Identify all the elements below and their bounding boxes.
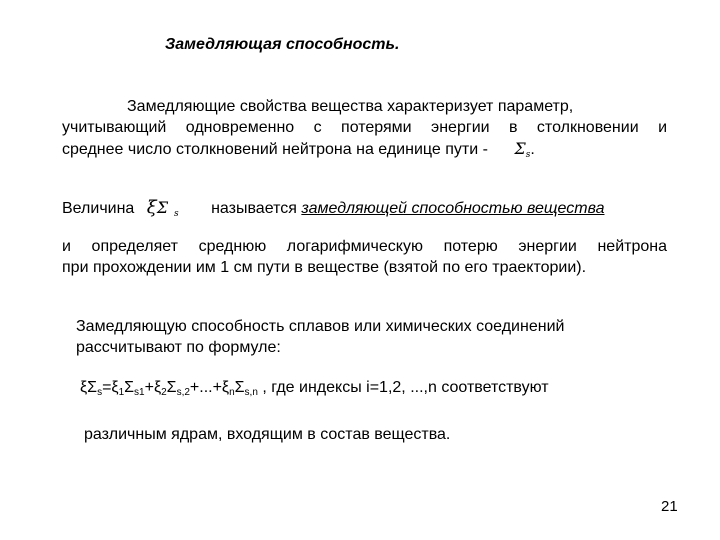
intro-line-1: Замедляющие свойства вещества характеризует параметр, — [127, 98, 574, 115]
sigma-symbol: Σ — [514, 139, 526, 158]
definition-line-2: и определяет среднюю логарифмическую потерю энергии нейтрона — [62, 238, 667, 255]
definition-line-3: при прохождении им 1 см пути в веществе (взятой по его траектории). — [62, 259, 587, 276]
definition-called: называется — [211, 200, 297, 217]
intro-line-2: учитывающий одновременно с потерями энергии в столкновении и — [62, 119, 667, 136]
formula-line: ξΣs=ξ1Σs1+ξ2Σs,2+...+ξnΣs,n , где индексы i=1,2, ...,n соответствуют — [80, 379, 549, 398]
nuclei-paragraph — [84, 424, 450, 445]
definition-term: замедляющей способностью вещества — [301, 200, 605, 217]
sigma-symbol-2: Σ — [156, 198, 169, 217]
intro-line-3-text: среднее число столкновений нейтрона на единице пути - — [62, 141, 488, 158]
intro-tail: . — [530, 141, 535, 158]
intro-paragraph — [62, 96, 667, 166]
slide-title: Замедляющая способность. — [165, 36, 400, 53]
nuclei-line: различным ядрам, входящим в состав вещества. — [84, 426, 451, 443]
alloys-paragraph — [76, 316, 636, 358]
page-number: 21 — [661, 498, 678, 515]
formula-lhs: ξΣ — [80, 379, 98, 396]
sigma-subscript-2: s — [174, 209, 179, 219]
definition-line-1 — [62, 197, 667, 225]
definition-label: Величина — [62, 200, 135, 217]
sigma-subscript: s — [525, 150, 531, 160]
xi-symbol: ξ — [146, 197, 157, 218]
intro-line-3 — [62, 138, 667, 166]
formula-rest: , где индексы i=1,2, ...,n соответствуют — [257, 379, 549, 396]
definition-paragraph — [62, 197, 667, 278]
alloys-line-2: рассчитывают по формуле: — [76, 339, 281, 356]
alloys-line-1: Замедляющую способность сплавов или химических соединений — [76, 318, 565, 335]
